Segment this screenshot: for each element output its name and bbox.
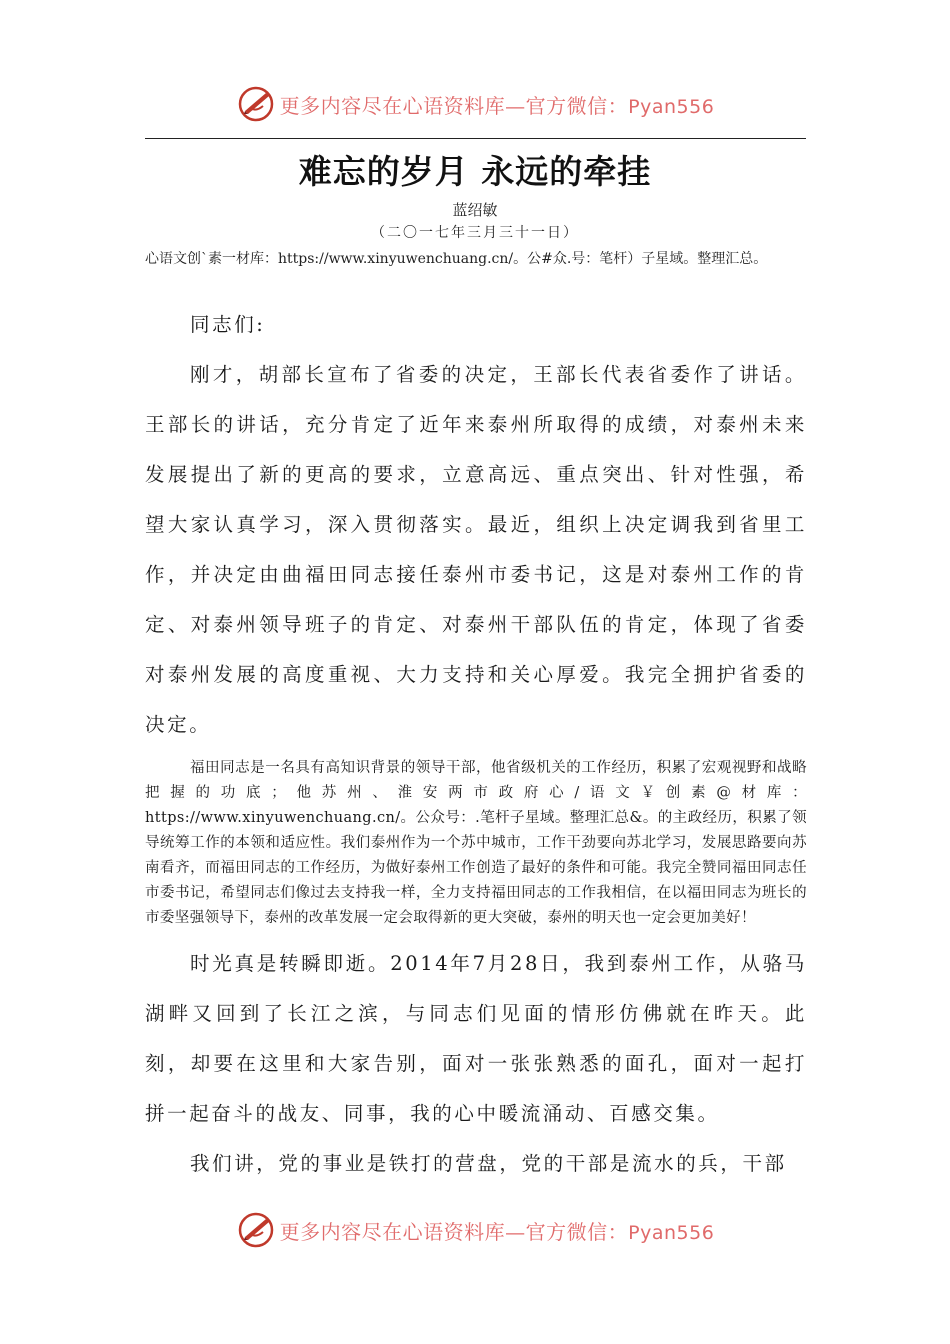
paragraph-1: 刚才，胡部长宣布了省委的决定，王部长代表省委作了讲话。王部长的讲话，充分肯定了近年来泰州所取得的成绩，对泰州未来发展提出了新的更高的要求，立意高远、重点突出、针对性强，希望大家认真学习，深入贯彻落实。最近，组织上决定调我到省里工作，并决定由曲福田同志接任泰州市委书记，这是对泰州工作的肯定、对泰州领导班子的肯定、对泰州干部队伍的肯定，体现了省委对泰州发展的高度重视、大力支持和关心厚爱。我完全拥护省委的决定。	[145, 363, 807, 736]
paragraph-4: 我们讲，党的事业是铁打的营盘，党的干部是流水的兵，干部	[190, 1152, 787, 1175]
header-banner	[0, 82, 950, 126]
document-title: 难忘的岁月 永远的牵挂	[298, 152, 652, 191]
footer-wechat-id: Pyan556	[628, 1221, 715, 1244]
paragraph-3: 时光真是转瞬即逝。2014年7月28日，我到泰州工作，从骆马湖畔又回到了长江之滨，与同志们见面的情形仿佛就在昨天。此刻，却要在这里和大家告别，面对一张张熟悉的面孔，面对一起打拼一起奋斗的战友、同事，我的心中暖流涌动、百感交集。	[145, 952, 807, 1125]
document-date: （二〇一七年三月三十一日）	[371, 225, 579, 241]
document-body	[145, 300, 807, 1189]
salutation: 同志们:	[190, 313, 266, 336]
paragraph-2: 福田同志是一名具有高知识背景的领导干部，他省级机关的工作经历，积累了宏观视野和战略把握的功底；他苏州、淮安两市政府心/语文￥创素@材库：https://www.xinyuwenchuang.cn/。公众号：.笔杆子星域。整理汇总&。的主政经历，积累了领导统筹工作的本领和适应性。我们泰州作为一个苏中城市，工作干劲要向苏北学习，发展思路要向苏南看齐，而福田同志的工作经历，为做好泰州工作创造了最好的条件和可能。我完全赞同福田同志任市委书记，希望同志们像过去支持我一样，全力支持福田同志的工作我相信，在以福田同志为班长的市委坚强领导下，泰州的改革发展一定会取得新的更大突破，泰州的明天也一定会更加美好！	[145, 760, 807, 926]
banner-text: 更多内容尽在心语资料库—官方微信：Pyan556	[279, 93, 715, 118]
pen-book-logo-icon	[236, 84, 276, 124]
header-rule	[145, 138, 806, 139]
footer-banner-text: 更多内容尽在心语资料库—官方微信：Pyan556	[279, 1219, 715, 1244]
footer-banner	[0, 1208, 950, 1252]
pen-book-logo-icon	[236, 1210, 276, 1250]
banner-wechat-id: Pyan556	[628, 95, 715, 118]
document-author: 蓝绍敏	[452, 201, 498, 219]
source-note: 心语文创`素一材库：https://www.xinyuwenchuang.cn/。公#众.号：笔杆）子星域。整理汇总。	[145, 251, 768, 267]
